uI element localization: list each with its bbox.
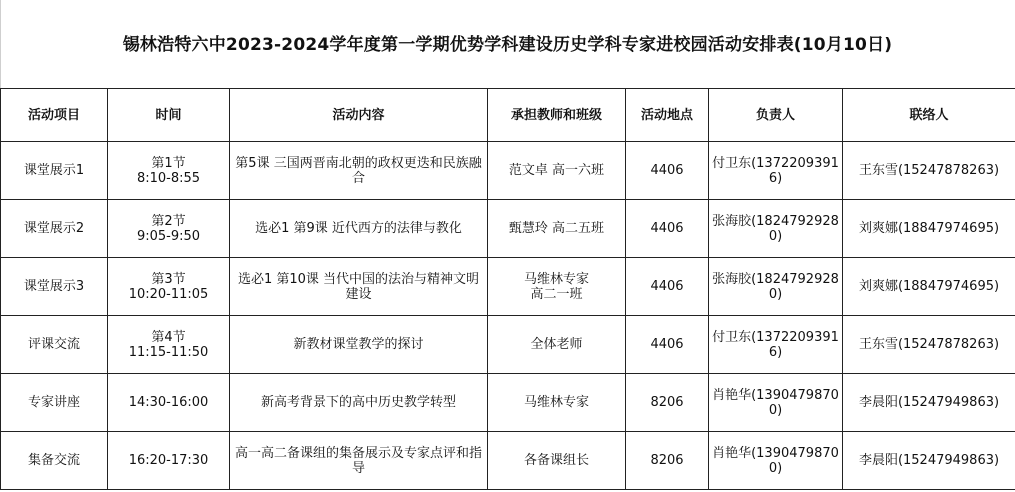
cell-content: 新教材课堂教学的探讨 [230,316,488,374]
cell-leader: 张海胶(18247929280) [709,200,843,258]
cell-item: 课堂展示1 [1,142,108,200]
cell-content: 高一高二备课组的集备展示及专家点评和指导 [230,432,488,490]
cell-contact: 刘爽娜(18847974695) [843,200,1015,258]
col-header-item: 活动项目 [1,89,108,142]
cell-teacher-name: 马维林专家 [523,271,589,287]
cell-location: 4406 [626,200,709,258]
cell-item: 课堂展示2 [1,200,108,258]
cell-time-range: 10:20-11:05 [128,286,209,302]
document-title: 锡林浩特六中2023-2024学年度第一学期优势学科建设历史学科专家进校园活动安排表(10月10日) [122,35,893,55]
cell-location: 4406 [626,142,709,200]
cell-contact: 李晨阳(15247949863) [843,374,1015,432]
table-row [1,142,1015,200]
col-header-location: 活动地点 [626,89,709,142]
cell-teacher: 范文卓 高一六班 [488,142,626,200]
cell-time-range: 8:10-8:55 [136,170,201,186]
cell-time [108,316,230,374]
cell-time-period: 第1节 [151,155,186,171]
cell-time [108,258,230,316]
table-row [1,200,1015,258]
table-row [1,374,1015,432]
cell-contact: 王东雪(15247878263) [843,142,1015,200]
cell-time-range: 11:15-11:50 [128,344,209,360]
cell-time: 14:30-16:00 [108,374,230,432]
cell-teacher [488,258,626,316]
col-header-contact: 联络人 [843,89,1015,142]
cell-time-period: 第3节 [151,271,186,287]
cell-location: 4406 [626,258,709,316]
cell-contact: 李晨阳(15247949863) [843,432,1015,490]
schedule-table [0,88,1015,490]
col-header-time: 时间 [108,89,230,142]
cell-leader: 付卫东(13722093916) [709,142,843,200]
cell-contact: 王东雪(15247878263) [843,316,1015,374]
cell-contact: 刘爽娜(18847974695) [843,258,1015,316]
cell-content: 新高考背景下的高中历史教学转型 [230,374,488,432]
cell-teacher: 马维林专家 [488,374,626,432]
cell-leader: 张海胶(18247929280) [709,258,843,316]
cell-teacher: 甄慧玲 高二五班 [488,200,626,258]
cell-teacher: 各备课组长 [488,432,626,490]
col-header-leader: 负责人 [709,89,843,142]
cell-time-range: 9:05-9:50 [136,228,201,244]
cell-location: 8206 [626,374,709,432]
cell-time: 16:20-17:30 [108,432,230,490]
cell-location: 4406 [626,316,709,374]
cell-item: 专家讲座 [1,374,108,432]
table-row [1,432,1015,490]
cell-item: 评课交流 [1,316,108,374]
cell-leader: 付卫东(13722093916) [709,316,843,374]
cell-leader: 肖艳华(13904798700) [709,374,843,432]
cell-time-period: 第4节 [151,329,186,345]
cell-time-period: 第2节 [151,213,186,229]
cell-content: 第5课 三国两晋南北朝的政权更迭和民族融合 [230,142,488,200]
cell-time [108,142,230,200]
header-row [1,89,1015,142]
cell-location: 8206 [626,432,709,490]
col-header-content: 活动内容 [230,89,488,142]
cell-teacher-class: 高二一班 [530,286,583,302]
cell-time [108,200,230,258]
col-header-teacher: 承担教师和班级 [488,89,626,142]
cell-teacher: 全体老师 [488,316,626,374]
table-row [1,316,1015,374]
cell-item: 集备交流 [1,432,108,490]
table-row [1,258,1015,316]
cell-content: 选必1 第10课 当代中国的法治与精神文明建设 [230,258,488,316]
cell-item: 课堂展示3 [1,258,108,316]
cell-leader: 肖艳华(13904798700) [709,432,843,490]
cell-content: 选必1 第9课 近代西方的法律与教化 [230,200,488,258]
